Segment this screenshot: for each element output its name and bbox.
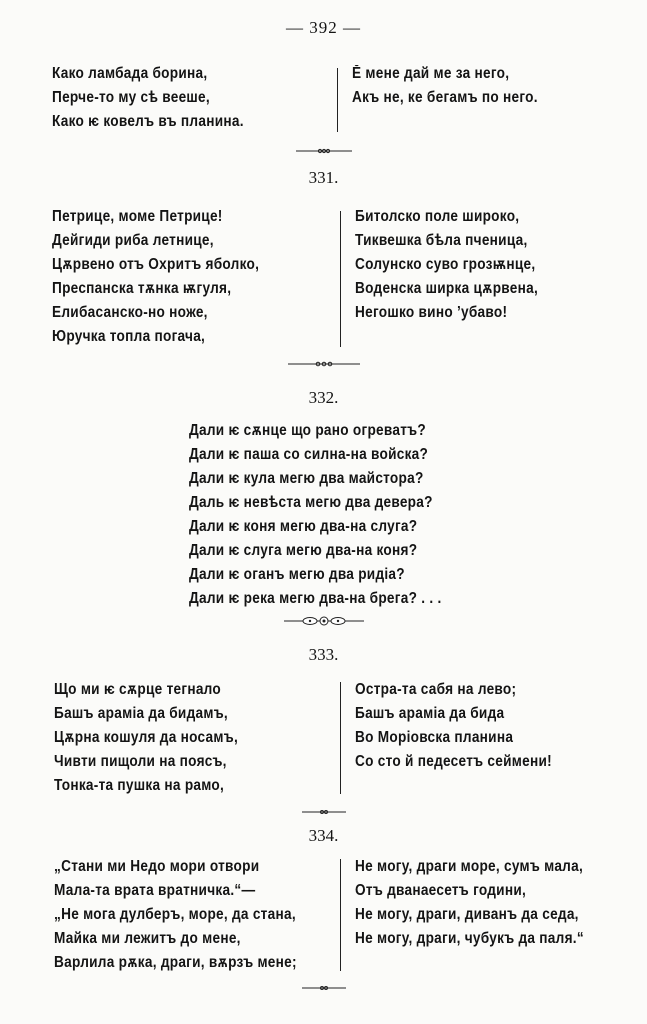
poem-number-331: 331. xyxy=(308,168,339,187)
verse-line: Башъ арамia да бидамъ, xyxy=(54,705,228,722)
verse-line: Чивти пищоли на поясъ, xyxy=(54,753,227,770)
verse-line: Перче-то му сѣ вееше, xyxy=(52,89,210,106)
verse-line: Дали ѥ слуга мегю два-на коня? xyxy=(189,542,418,559)
verse-line: Воденска ширка цѫрвена, xyxy=(355,280,539,297)
column-divider xyxy=(340,859,341,971)
verse-line: Како ѥ ковелъ въ планина. xyxy=(52,113,244,130)
verse-line: Тиквешка бѣла пченица, xyxy=(355,232,528,249)
right-column xyxy=(352,62,563,110)
verse-line: Тонка-та пушка на рамо, xyxy=(54,777,225,794)
verse-line: Даль ѥ невѣста мегю два девера? xyxy=(189,494,433,511)
verse-line: Башъ арамia да бида xyxy=(355,705,505,722)
verse-line: Во Морiовска планина xyxy=(355,729,514,746)
section-ornament xyxy=(0,979,647,989)
column-divider xyxy=(340,211,341,347)
verse-line: Дали ѥ паша со силна-на войска? xyxy=(189,446,429,463)
verse-line: Дейгиди риба летнице, xyxy=(52,232,214,249)
verse-line: Дали ѥ сѫнце що рано огреватъ? xyxy=(189,422,426,439)
verse-line: Дали ѥ река мегю два-на брега? . . . xyxy=(189,590,442,607)
verse-line: Остра-та сабя на лево; xyxy=(355,681,517,698)
column-divider xyxy=(337,68,338,132)
verse-line: Ӗ мене дай ме за него, xyxy=(352,65,510,82)
verse-line: Майка ми лежитъ до мене, xyxy=(54,930,241,947)
section-ornament xyxy=(0,614,647,624)
right-column xyxy=(355,205,563,325)
verse-line: Юручка топла погача, xyxy=(52,328,206,345)
verse-line: „Не мога дулберъ, море, да стана, xyxy=(54,906,296,923)
verse-line: Преспанска тѫнка ѭгуля, xyxy=(52,280,232,297)
page-number: — 392 — xyxy=(286,18,361,37)
section-ornament xyxy=(0,803,647,813)
verse-line: Варлила рѫка, драги, вѫрзъ мене; xyxy=(54,954,297,971)
poem-number-334: 334. xyxy=(308,826,339,845)
verse-line: Не могу, драги море, сумъ мала, xyxy=(355,858,584,875)
verse-line: Дали ѥ коня мегю два-на слуга? xyxy=(189,518,418,535)
verse-line: „Стани ми Недо мори отвори xyxy=(54,858,260,875)
verse-line: Како ламбада борина, xyxy=(52,65,208,82)
verse-line: Не могу, драги, чубукъ да паля.“ xyxy=(355,930,584,947)
left-column xyxy=(52,62,270,134)
section-ornament xyxy=(0,142,647,152)
left-column xyxy=(54,678,263,798)
verse-line: Со сто й педесетъ сеймени! xyxy=(355,753,552,770)
verse-line: Цѫрвено отъ Охритъ яболко, xyxy=(52,256,260,273)
verse-line: Петрице, моме Петрице! xyxy=(52,208,223,225)
left-column xyxy=(54,855,330,975)
column-divider xyxy=(340,682,341,794)
section-ornament xyxy=(0,355,647,365)
verse-line: Дали ѥ оганъ мегю два ридia? xyxy=(189,566,405,583)
poem-number-333: 333. xyxy=(308,645,339,664)
verse-line: Елибасанско-но ноже, xyxy=(52,304,208,321)
verse-column xyxy=(189,419,476,611)
verse-line: Що ми ѥ сѫрце тегнало xyxy=(54,681,222,698)
verse-line: Акъ не, ке бегамъ по него. xyxy=(352,89,538,106)
verse-line: Цѫрна кошуля да носамъ, xyxy=(54,729,239,746)
verse-line: Мала-та врата вратничка.“— xyxy=(54,882,256,899)
right-column xyxy=(355,678,579,774)
poem-number-332: 332. xyxy=(308,388,339,407)
verse-line: Негошко вино ’убаво! xyxy=(355,304,508,321)
verse-line: Отъ дванаесетъ години, xyxy=(355,882,527,899)
right-column xyxy=(355,855,615,951)
verse-line: Солунско суво грозѭнце, xyxy=(355,256,536,273)
left-column xyxy=(52,205,287,349)
verse-line: Дали ѥ кула мегю два майстора? xyxy=(189,470,424,487)
verse-line: Не могу, драги, диванъ да седа, xyxy=(355,906,579,923)
verse-line: Битолско поле широко, xyxy=(355,208,520,225)
